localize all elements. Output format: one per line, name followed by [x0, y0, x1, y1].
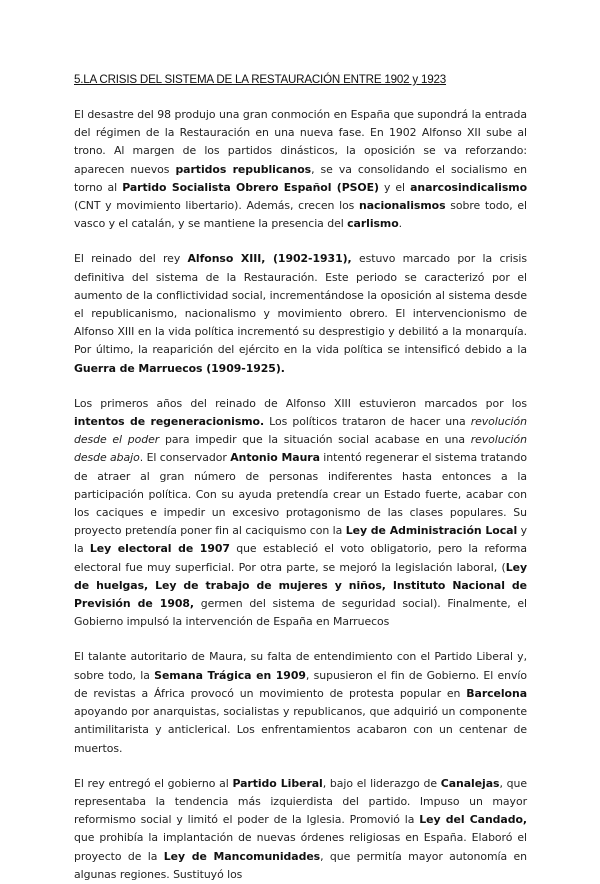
bold-term: Ley del Candado,: [419, 813, 527, 827]
bold-term: Semana Trágica en 1909: [154, 668, 306, 682]
text-run: y el: [378, 180, 411, 194]
text-run: , supusieron el fin de Gobierno. El envío de revistas a África provocó un movimiento de protesta popular en: [74, 668, 527, 700]
text-run: . El conservador: [139, 451, 231, 465]
text-run: intentó regenerar el sistema tratando de atraer al gran número de personas indiferentes hasta entonces a la participación política. Con su ayuda pretendía crear un Estado fuerte, acabar con los caciques e impedir un excesivo protagonismo de las clases populares. Su proyecto pretendía poner fin al caciquismo con la: [74, 451, 528, 538]
paragraph: [74, 250, 527, 377]
bold-term: partidos republicanos: [175, 162, 312, 176]
bold-term: Ley de Administración Local: [345, 524, 518, 538]
text-run: que estableció el voto obligatorio, pero la reforma electoral fue muy superficial. Por otra parte, se mejoró la legislación laboral, (: [74, 542, 527, 574]
section-title: 5.LA CRISIS DEL SISTEMA DE LA RESTAURACIÓN ENTRE 1902 y 1923: [74, 73, 447, 86]
paragraph: [74, 775, 527, 884]
bold-term: Ley de Mancomunidades: [163, 849, 321, 863]
italic-term: revolución desde abajo: [74, 433, 527, 465]
text-run: , se va consolidando el socialismo en torno al: [74, 162, 528, 194]
text-run: estuvo marcado por la crisis definitiva del sistema de la Restauración. Este periodo se caracterizó por el aumento de la conflictividad social, incrementándose la oposición al sistema desde el republicanismo, nacionalismo y movimiento obrero. El intervencionismo de Alfonso XIII en la vida política incrementó su desprestigio y debilitó a la monarquía. Por último, la reaparición del ejército en la vida política se intensificó debido a la: [74, 252, 528, 357]
bold-term: Ley electoral de 1907: [89, 542, 230, 556]
text-run: sobre todo, el vasco y el catalán, y se mantiene la presencia del: [74, 199, 527, 231]
bold-term: Alfonso XIII, (1902-1931),: [187, 252, 352, 266]
paragraph: [74, 106, 527, 233]
text-run: que prohibía la implantación de nuevas órdenes religiosas en España. Elaboró el proyecto de la: [74, 831, 527, 863]
paragraph: [74, 395, 527, 632]
text-run: El rey entregó el gobierno al: [74, 776, 233, 790]
bold-term: Barcelona: [466, 686, 527, 700]
bold-term: Antonio Maura: [230, 451, 320, 465]
paragraph: [74, 648, 527, 757]
text-run: apoyando por anarquistas, socialistas y republicanos, que adquirió un componente antimilitarista y anticlerical. Los enfrentamientos acabaron con un centenar de muertos.: [74, 705, 527, 755]
text-run: Los primeros años del reinado de Alfonso XIII estuvieron marcados por los: [74, 396, 527, 410]
bold-term: carlismo: [347, 217, 399, 231]
text-run: , bajo el liderazgo de: [322, 776, 441, 790]
text-run: El reinado del rey: [74, 252, 188, 266]
bold-term: Guerra de Marruecos (1909-1925).: [74, 361, 285, 375]
text-run: , que permitía mayor autonomía en algunas regiones. Sustituyó los: [74, 849, 527, 881]
text-run: y la: [74, 524, 528, 556]
bold-term: nacionalismos: [359, 199, 446, 213]
text-run: (CNT y movimiento libertario). Además, crecen los: [74, 199, 360, 213]
bold-term: anarcosindicalismo: [410, 180, 528, 194]
bold-term: Partido Socialista Obrero Español (PSOE): [122, 180, 379, 194]
bold-term: Ley de huelgas, Ley de trabajo de mujeres y niños, Instituto Nacional de Previsión de 1908,: [74, 560, 527, 611]
text-run: germen del sistema de seguridad social). Finalmente, el Gobierno impulsó la intervención de España en Marruecos: [74, 597, 527, 629]
text-run: .: [398, 217, 403, 231]
text-run: para impedir que la situación social acabase en una: [159, 433, 471, 447]
text-run: El desastre del 98 produjo una gran conmoción en España que supondrá la entrada del régimen de la Restauración en una nueva fase. En 1902 Alfonso XII sube al trono. Al margen de los partidos dinásticos, la oposición se va reforzando: aparecen nuevos: [74, 108, 527, 176]
bold-term: intentos de regeneracionismo.: [74, 415, 265, 429]
text-run: El talante autoritario de Maura, su falta de entendimiento con el Partido Liberal y, sobre todo, la: [74, 650, 527, 682]
italic-term: revolución desde el poder: [74, 415, 527, 447]
bold-term: Canalejas: [440, 776, 500, 790]
text-run: Los políticos trataron de hacer una: [264, 415, 471, 429]
text-run: , que representaba la tendencia más izquierdista del partido. Impuso un mayor reformismo social y limitó el poder de la Iglesia. Promovió la: [74, 776, 527, 827]
bold-term: Partido Liberal: [232, 776, 323, 790]
